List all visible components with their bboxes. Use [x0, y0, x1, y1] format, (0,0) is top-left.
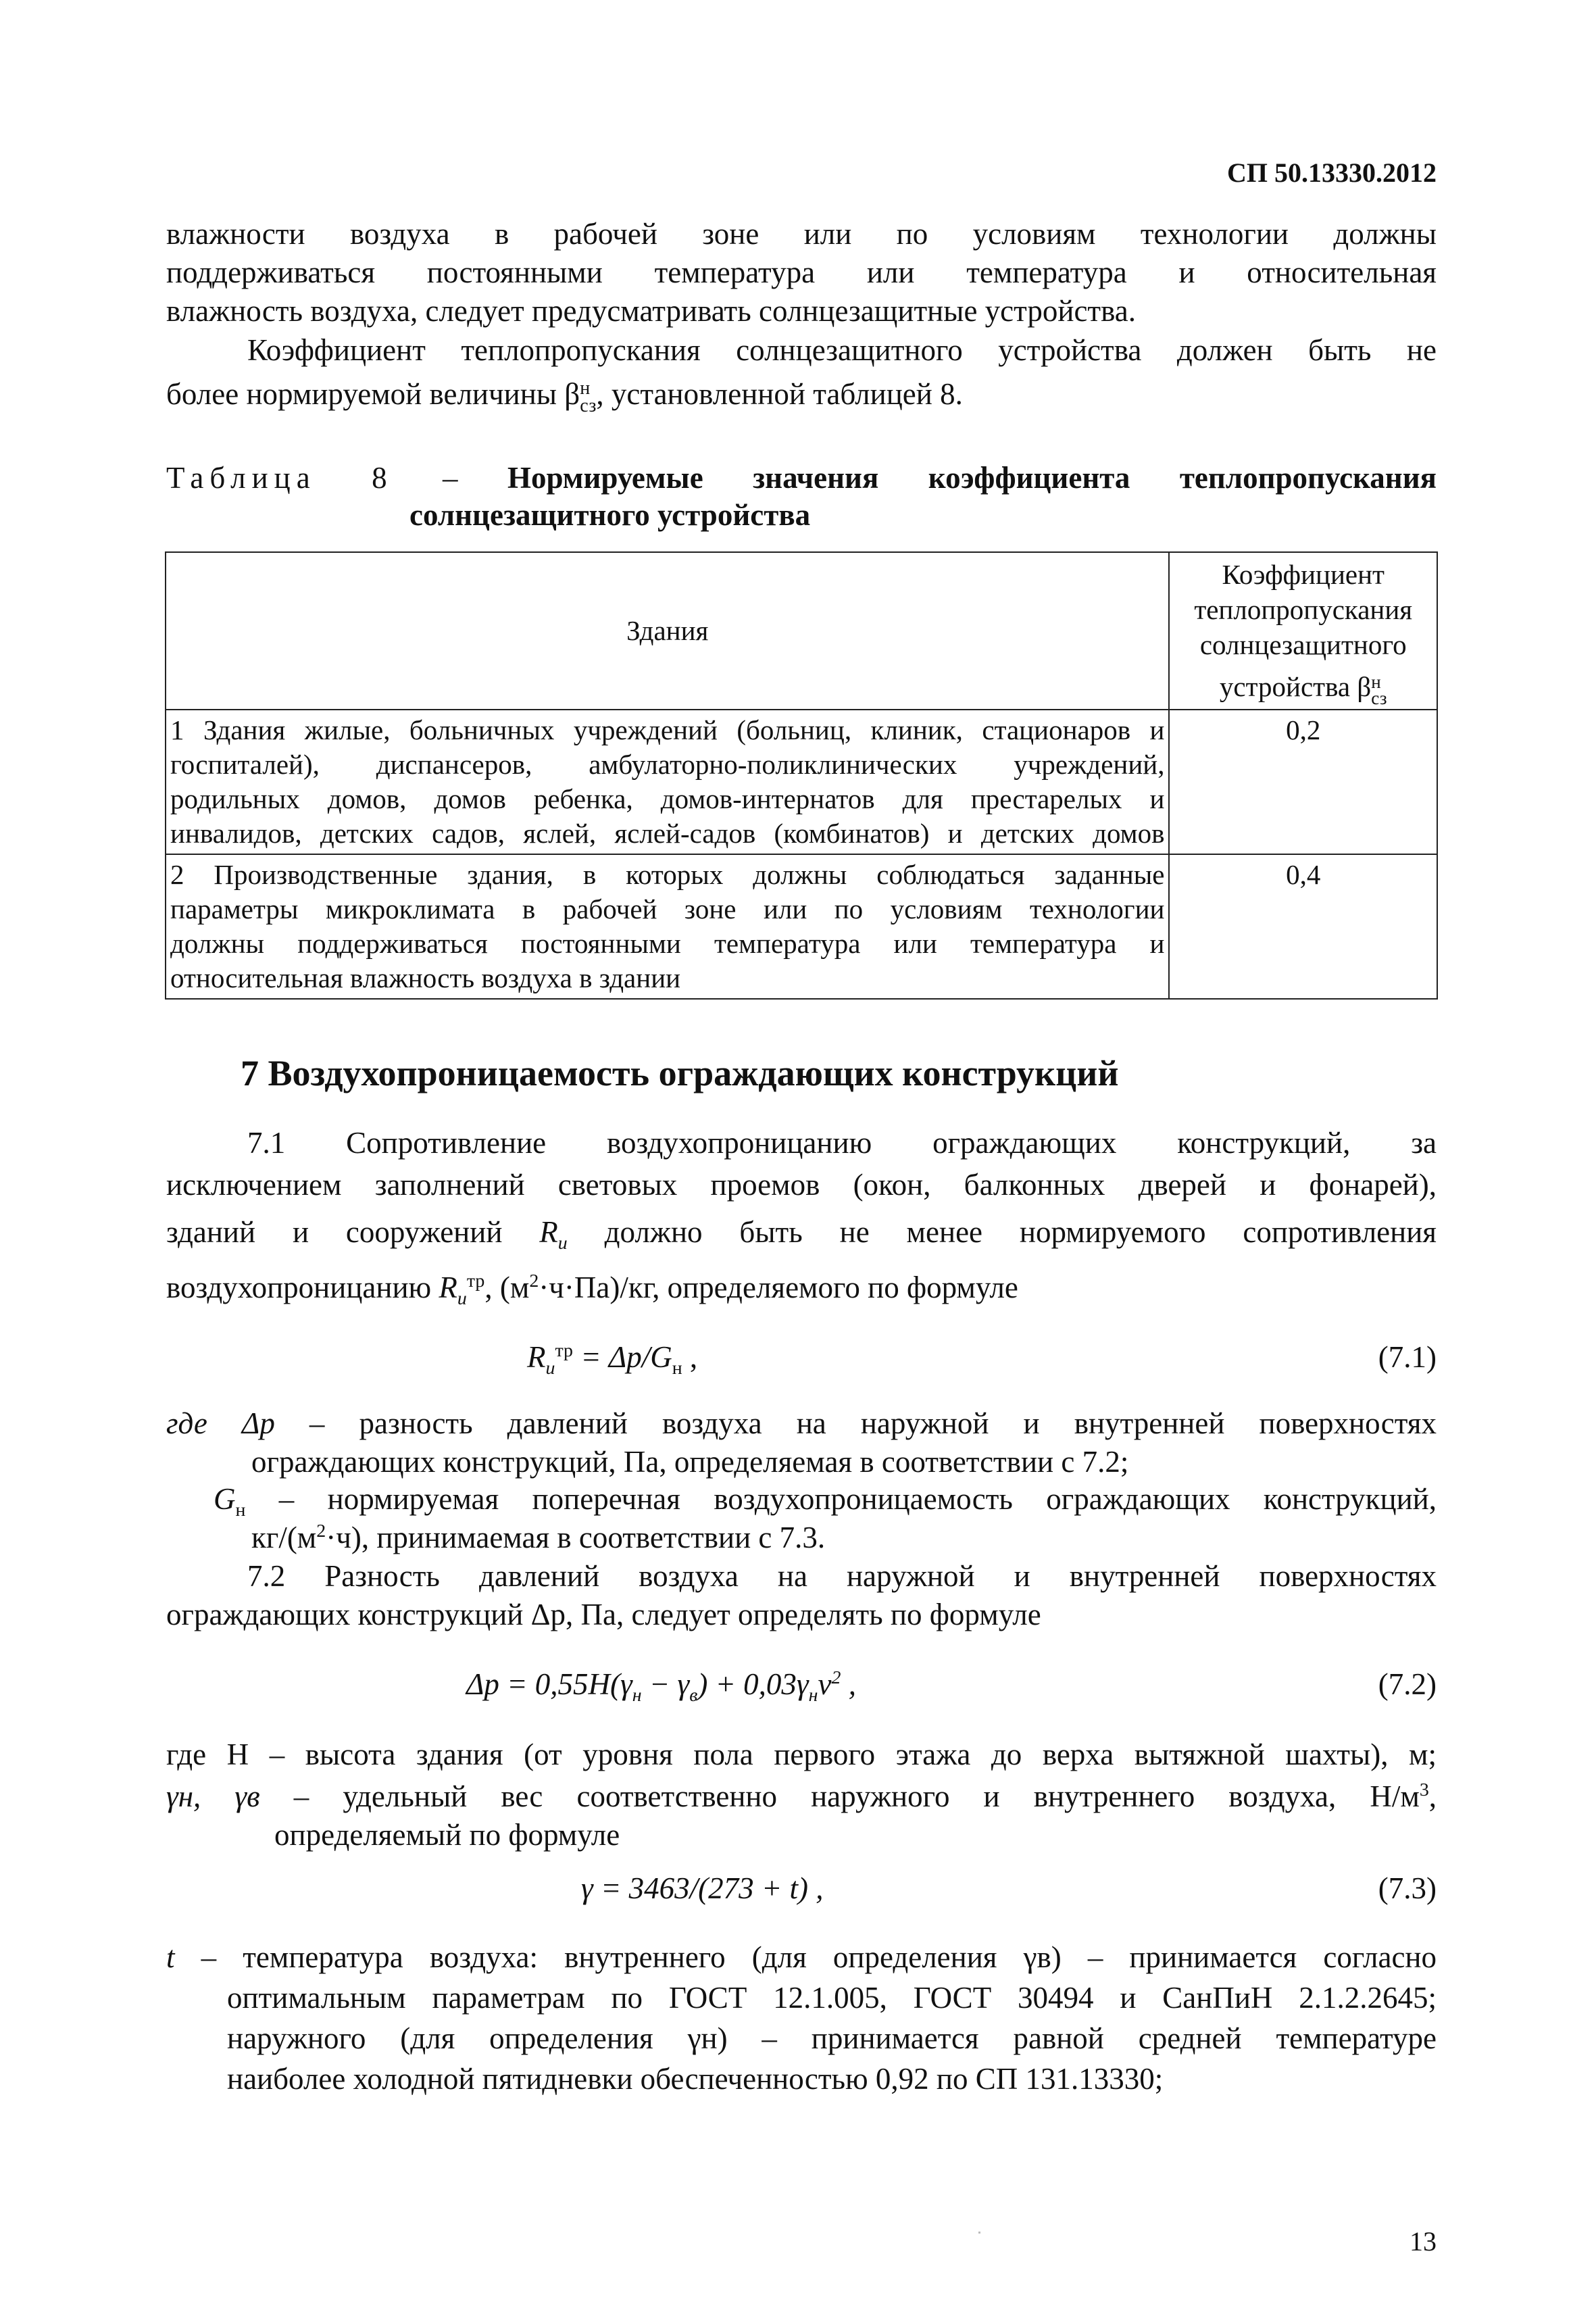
- cell-line: инвалидов, детских садов, яслей, яслей-садов (комбинатов) и детских домов: [170, 817, 1165, 849]
- definition-subscript: н: [235, 1500, 246, 1521]
- formula-7-1: [527, 1338, 697, 1377]
- formula-text: ) + 0,03γ: [697, 1667, 809, 1701]
- scan-speck: [978, 2232, 980, 2234]
- formula-text: ,: [841, 1667, 856, 1701]
- text-line: определяемый по формуле: [274, 1818, 620, 1852]
- text-line: ограждающих конструкций, Па, определяемая в соответствии с 7.2;: [251, 1445, 1129, 1479]
- beta-subscript: сз: [1371, 687, 1387, 708]
- cell-line: родильных домов, домов ребенка, домов-интернатов для престарелых и: [170, 783, 1165, 814]
- equation-number: (7.1): [1378, 1340, 1437, 1374]
- beta-subscript: сз: [580, 395, 597, 416]
- r-subscript: и: [557, 1233, 568, 1254]
- text-fragment: ·ч·Па)/кг, определяемого по формуле: [539, 1271, 1018, 1304]
- text-fragment: , установленной таблицей 8.: [596, 377, 963, 411]
- equation-number: (7.2): [1378, 1667, 1437, 1701]
- text-fragment: более нормируемой величины: [166, 377, 565, 411]
- cell-line: должны поддерживаться постоянными температура или температура и: [170, 927, 1165, 959]
- column-header-coefficient: [1169, 552, 1437, 710]
- text-line: 7.1 Сопротивление воздухопроницанию ограждающих конструкций, за: [247, 1126, 1437, 1160]
- definition-h: [166, 1736, 1437, 1774]
- text-fragment: зданий и сооружений: [166, 1215, 540, 1249]
- text-line: [166, 1211, 1437, 1253]
- text-line: поддерживаться постоянными температура или температура и относительная: [166, 255, 1437, 289]
- paragraph-7-1: [166, 1122, 1437, 1308]
- beta-letter: β: [1357, 671, 1372, 702]
- formula-subscript: н: [808, 1685, 818, 1706]
- definition-term: где Δp: [166, 1406, 275, 1440]
- r-subscript: и: [545, 1358, 555, 1379]
- coefficient-cell: 0,2: [1169, 710, 1437, 854]
- text-fragment: – нормируемая поперечная воздухопроницаемость ограждающих конструкций,: [245, 1482, 1437, 1516]
- table-header-row: [166, 552, 1437, 710]
- text-fragment: ,: [1428, 1779, 1437, 1813]
- paragraph-7-2: [166, 1557, 1437, 1634]
- intro-paragraph-1: [166, 215, 1437, 330]
- text-fragment: – разность давлений воздуха на наружной и внутренней поверхностях: [274, 1406, 1437, 1440]
- definition-t: [166, 1937, 1437, 2099]
- text-line: наиболее холодной пятидневки обеспеченностью 0,92 по СП 131.13330;: [227, 2062, 1164, 2096]
- formula-7-3: γ = 3463/(273 + t) ,: [581, 1871, 824, 1905]
- text-fragment: воздухопроницанию: [166, 1271, 439, 1304]
- superscript: 2: [316, 1521, 326, 1542]
- document-code: СП 50.13330.2012: [1227, 157, 1437, 188]
- cell-line: 2 Производственные здания, в которых должны соблюдаться заданные: [170, 858, 1165, 890]
- r-superscript: тр: [466, 1271, 485, 1291]
- text-line: 7.2 Разность давлений воздуха на наружной и внутренней поверхностях: [247, 1559, 1437, 1593]
- formula-text: ,: [682, 1340, 698, 1374]
- text-line: Коэффициент теплопропускания солнцезащитного устройства должен быть не: [247, 333, 1437, 367]
- table-dash: –: [393, 461, 507, 495]
- coefficient-cell: 0,4: [1169, 854, 1437, 999]
- r-symbol: R: [539, 1215, 558, 1249]
- beta-superscript: н: [1371, 671, 1381, 692]
- column-header-buildings: Здания: [166, 552, 1169, 710]
- definition-gamma: [166, 1777, 1437, 1854]
- table-title-line-2: солнцезащитного устройства: [409, 498, 811, 532]
- text-fragment: ·ч), принимаемая в соответствии с 7.3.: [326, 1521, 826, 1554]
- formula-text: v: [818, 1667, 832, 1701]
- equation-number: (7.3): [1378, 1871, 1437, 1905]
- cell-line: параметры микроклимата в рабочей зоне или по условиям технологии: [170, 893, 1165, 925]
- text-line: [166, 1519, 1437, 1557]
- table-row: [166, 710, 1437, 854]
- text-line: [166, 1266, 1437, 1308]
- intro-paragraph-2: [166, 331, 1437, 415]
- formula-subscript: н: [672, 1358, 682, 1379]
- beta-symbol: [564, 377, 597, 416]
- beta-superscript: н: [580, 377, 591, 399]
- text-fragment: – температура воздуха: внутреннего (для определения γв) – принимается согласно: [174, 1940, 1437, 1974]
- table-caption: [166, 460, 1437, 534]
- text-line: оптимальным параметрам по ГОСТ 12.1.005, ГОСТ 30494 и СанПиН 2.1.2.2645;: [227, 1981, 1437, 2015]
- formula-subscript: н: [632, 1685, 642, 1706]
- formula-text: Δp = 0,55H(γ: [466, 1667, 632, 1701]
- norm-table: [165, 551, 1438, 1000]
- text-line: [166, 1777, 1437, 1816]
- text-line: [166, 1404, 1437, 1443]
- superscript: 2: [831, 1667, 841, 1688]
- superscript: 2: [529, 1271, 539, 1291]
- text-line: наружного (для определения γн) – принимается равной средней температуре: [227, 2021, 1437, 2055]
- text-line: ограждающих конструкций Δp, Па, следует определять по формуле: [166, 1598, 1041, 1631]
- cell-line: относительная влажность воздуха в здании: [170, 962, 681, 993]
- definition-dp: [166, 1404, 1437, 1481]
- cell-line: госпиталей), диспансеров, амбулаторно-поликлинических учреждений,: [170, 748, 1165, 780]
- text-fragment: – удельный вес соответственно наружного и внутреннего воздуха, Н/м: [259, 1779, 1420, 1813]
- formula-subscript: в: [689, 1685, 698, 1706]
- text-line: где H – высота здания (от уровня пола первого этажа до верха вытяжной шахты), м;: [166, 1738, 1437, 1771]
- text-line: [166, 1480, 1437, 1519]
- r-symbol: R: [439, 1271, 457, 1304]
- definition-term: G: [214, 1482, 236, 1516]
- r-superscript: тр: [555, 1340, 573, 1361]
- table-title: Нормируемые значения коэффициента теплопропускания: [507, 461, 1437, 495]
- text-line: [166, 1937, 1437, 1977]
- r-symbol: R: [527, 1340, 546, 1374]
- table-row: [166, 854, 1437, 999]
- header-fragment: устройства: [1219, 671, 1357, 702]
- table-label: Таблица 8: [166, 461, 393, 495]
- cell-line: 1 Здания жилые, больничных учреждений (больниц, клиник, стационаров и: [170, 714, 1165, 745]
- text-fragment: , (м: [484, 1271, 530, 1304]
- header-line: солнцезащитного: [1199, 629, 1407, 660]
- superscript: 3: [1419, 1779, 1429, 1800]
- text-fragment: кг/(м: [251, 1521, 317, 1554]
- header-line: Коэффициент: [1222, 559, 1385, 590]
- text-fragment: должно быть не менее нормируемого сопротивления: [567, 1215, 1437, 1249]
- formula-text: − γ: [641, 1667, 690, 1701]
- r-subscript: и: [457, 1288, 467, 1309]
- text-line: [166, 375, 1437, 415]
- building-cell: [166, 710, 1169, 854]
- text-line: исключением заполнений световых проемов (окон, балконных дверей и фонарей),: [166, 1168, 1437, 1202]
- formula-text: = Δp/G: [572, 1340, 672, 1374]
- formula-7-2: [466, 1665, 856, 1704]
- header-line: [1174, 669, 1432, 706]
- text-line: влажности воздуха в рабочей зоне или по условиям технологии должны: [166, 217, 1437, 251]
- building-cell: [166, 854, 1169, 999]
- section-heading: 7 Воздухопроницаемость ограждающих конструкций: [241, 1053, 1119, 1093]
- definition-term: t: [166, 1940, 175, 1974]
- text-line: влажность воздуха, следует предусматривать солнцезащитные устройства.: [166, 294, 1136, 328]
- definition-gn: [166, 1480, 1437, 1557]
- beta-letter: β: [564, 377, 580, 411]
- definition-term: γн, γв: [166, 1779, 260, 1813]
- header-line: теплопропускания: [1194, 594, 1413, 625]
- table-caption-line-1: [166, 460, 1437, 497]
- page-number: 13: [1410, 2226, 1437, 2257]
